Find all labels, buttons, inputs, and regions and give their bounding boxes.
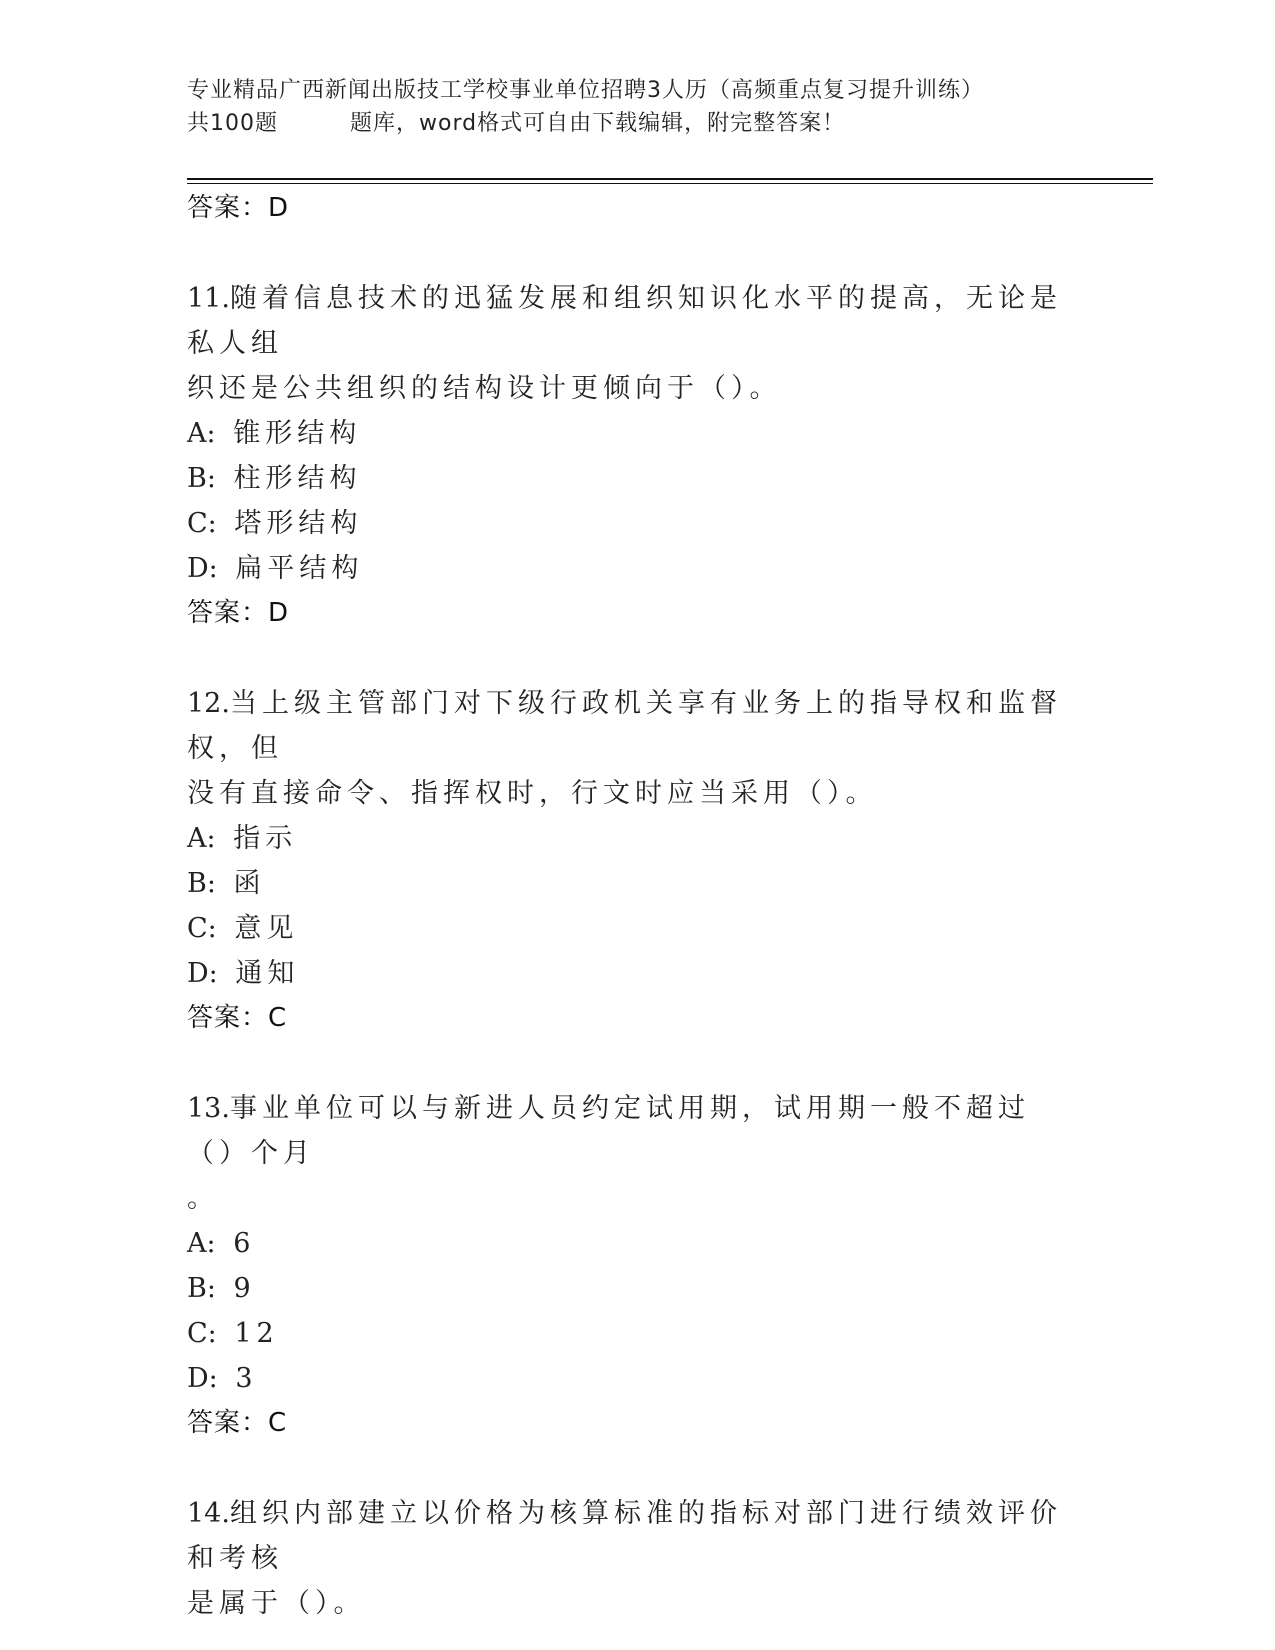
question-text [187, 681, 1077, 816]
option-a [187, 1221, 1087, 1266]
option-b [187, 1266, 1087, 1311]
question-line-2: 织还是公共组织的结构设计更倾向于（）。 [187, 373, 782, 404]
option-label: D: [187, 553, 218, 584]
option-label: A: [187, 823, 216, 854]
answer: 答案：D [187, 598, 290, 628]
question-line-1: 事业单位可以与新进人员约定试用期，试用期一般不超过（）个月 [187, 1093, 1030, 1169]
option-text: 12 [234, 1318, 279, 1349]
option-text: 6 [233, 1228, 256, 1259]
question-number: 12. [187, 688, 230, 719]
question-line-1: 当上级主管部门对下级行政机关享有业务上的指导权和监督权，但 [187, 688, 1062, 764]
header-question-count: 共100题 [187, 111, 278, 136]
question-text [187, 1491, 1077, 1626]
option-b [187, 456, 1087, 501]
option-text: 函 [233, 868, 266, 899]
option-label: C: [187, 913, 217, 944]
question-14 [187, 1491, 1087, 1626]
option-text: 通知 [235, 958, 300, 989]
question-line-2: 没有直接命令、指挥权时，行文时应当采用（）。 [187, 778, 878, 809]
spacer [187, 1041, 1087, 1086]
option-text: 3 [235, 1363, 258, 1394]
answer: 答案：C [187, 1003, 288, 1033]
question-line-2: 是属于（）。 [187, 1588, 366, 1619]
option-text: 9 [233, 1273, 256, 1304]
option-text: 柱形结构 [233, 463, 362, 494]
header-title: 专业精品广西新闻出版技工学校事业单位招聘3人历（高频重点复习提升训练） [187, 78, 984, 103]
option-b [187, 861, 1087, 906]
question-line-2: 。 [187, 1183, 219, 1214]
option-label: B: [187, 463, 216, 494]
option-c [187, 501, 1087, 546]
option-label: B: [187, 1273, 216, 1304]
question-line-1: 组织内部建立以价格为核算标准的指标对部门进行绩效评价和考核 [187, 1498, 1062, 1574]
option-text: 意见 [234, 913, 299, 944]
question-11 [187, 276, 1087, 636]
page-header [187, 74, 1087, 140]
spacer [187, 231, 1087, 276]
option-d [187, 546, 1087, 591]
option-label: B: [187, 868, 216, 899]
header-rule-thick [187, 178, 1153, 180]
option-c [187, 906, 1087, 951]
option-d [187, 1356, 1087, 1401]
question-number: 14. [187, 1498, 230, 1529]
question-line-1: 随着信息技术的迅猛发展和组织知识化水平的提高，无论是私人组 [187, 283, 1062, 359]
spacer [187, 636, 1087, 681]
question-text [187, 276, 1077, 411]
option-c [187, 1311, 1087, 1356]
header-subtitle [187, 107, 1087, 140]
option-label: C: [187, 1318, 217, 1349]
question-text [187, 1086, 1077, 1221]
option-text: 扁平结构 [235, 553, 364, 584]
header-note: 题库，word格式可自由下载编辑，附完整答案！ [350, 111, 846, 136]
question-list [187, 186, 1087, 1626]
question-13 [187, 1086, 1087, 1446]
option-label: D: [187, 958, 218, 989]
option-text: 指示 [233, 823, 298, 854]
option-text: 塔形结构 [234, 508, 363, 539]
header-rule-thin [187, 183, 1153, 184]
question-number: 11. [187, 283, 230, 314]
option-label: D: [187, 1363, 218, 1394]
spacer [187, 1446, 1087, 1491]
option-text: 锥形结构 [233, 418, 362, 449]
previous-answer: 答案：D [187, 193, 290, 223]
option-d [187, 951, 1087, 996]
option-label: A: [187, 418, 216, 449]
question-number: 13. [187, 1093, 230, 1124]
option-a [187, 411, 1087, 456]
question-12 [187, 681, 1087, 1041]
answer: 答案：C [187, 1408, 288, 1438]
option-label: A: [187, 1228, 216, 1259]
option-a [187, 816, 1087, 861]
option-label: C: [187, 508, 217, 539]
